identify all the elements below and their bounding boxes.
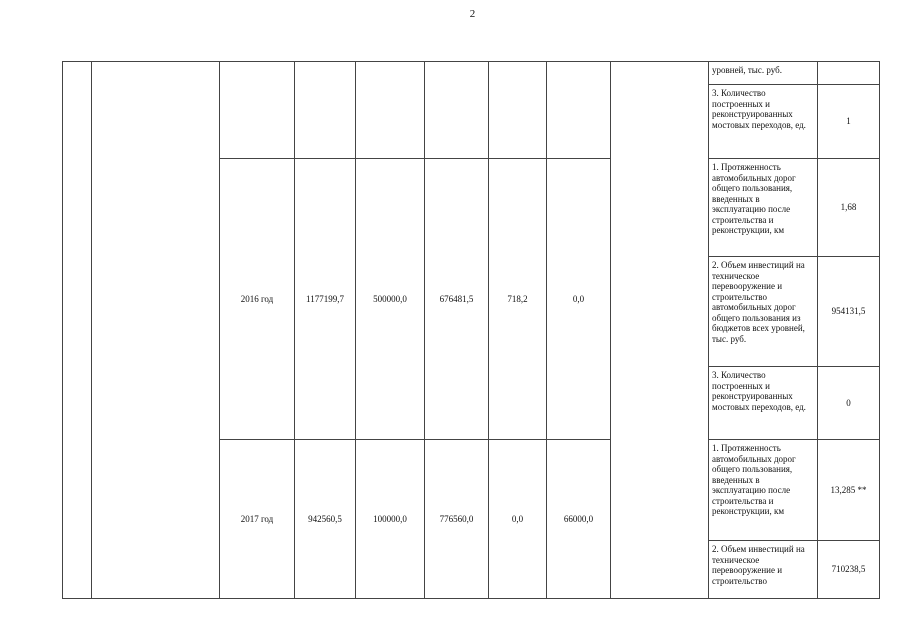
year-cell: 2016 год: [220, 159, 295, 440]
federal-cell: [356, 62, 425, 159]
name-cell: [92, 62, 220, 599]
total-cell: 942560,5: [295, 440, 356, 599]
federal-cell: 500000,0: [356, 159, 425, 440]
indicator-name: 2. Объем инвестиций на техническое перевооружение и строительство: [709, 541, 818, 599]
total-cell: [295, 62, 356, 159]
indicator-name: 2. Объем инвестиций на техническое перевооружение и строительство автомобильных дорог общего пользования из бюджетов всех уровней, тыс. руб.: [709, 257, 818, 367]
table-row: [63, 62, 880, 85]
indicator-value: 1: [818, 85, 880, 159]
executor-cell: [611, 62, 709, 599]
other-cell: 0,0: [547, 159, 611, 440]
other-cell: 66000,0: [547, 440, 611, 599]
indicator-name: 1. Протяженность автомобильных дорог общего пользования, введенных в эксплуатацию после строительства и реконструкции, км: [709, 440, 818, 541]
indicator-value: 13,285 **: [818, 440, 880, 541]
federal-cell: 100000,0: [356, 440, 425, 599]
local-cell: 718,2: [489, 159, 547, 440]
regional-cell: [425, 62, 489, 159]
local-cell: [489, 62, 547, 159]
indicator-name: 3. Количество построенных и реконструированных мостовых переходов, ед.: [709, 85, 818, 159]
regional-cell: 676481,5: [425, 159, 489, 440]
program-table: [62, 61, 880, 599]
page-number: 2: [469, 8, 476, 20]
indicator-value: 0: [818, 367, 880, 440]
indicator-name: уровней, тыс. руб.: [709, 62, 818, 85]
indicator-value: 1,68: [818, 159, 880, 257]
local-cell: 0,0: [489, 440, 547, 599]
regional-cell: 776560,0: [425, 440, 489, 599]
number-cell: [63, 62, 92, 599]
indicator-value: 710238,5: [818, 541, 880, 599]
indicator-name: 3. Количество построенных и реконструированных мостовых переходов, ед.: [709, 367, 818, 440]
indicator-name: 1. Протяженность автомобильных дорог общего пользования, введенных в эксплуатацию после строительства и реконструкции, км: [709, 159, 818, 257]
total-cell: 1177199,7: [295, 159, 356, 440]
indicator-value: 954131,5: [818, 257, 880, 367]
other-cell: [547, 62, 611, 159]
indicator-value: [818, 62, 880, 85]
year-cell: 2017 год: [220, 440, 295, 599]
year-cell: [220, 62, 295, 159]
